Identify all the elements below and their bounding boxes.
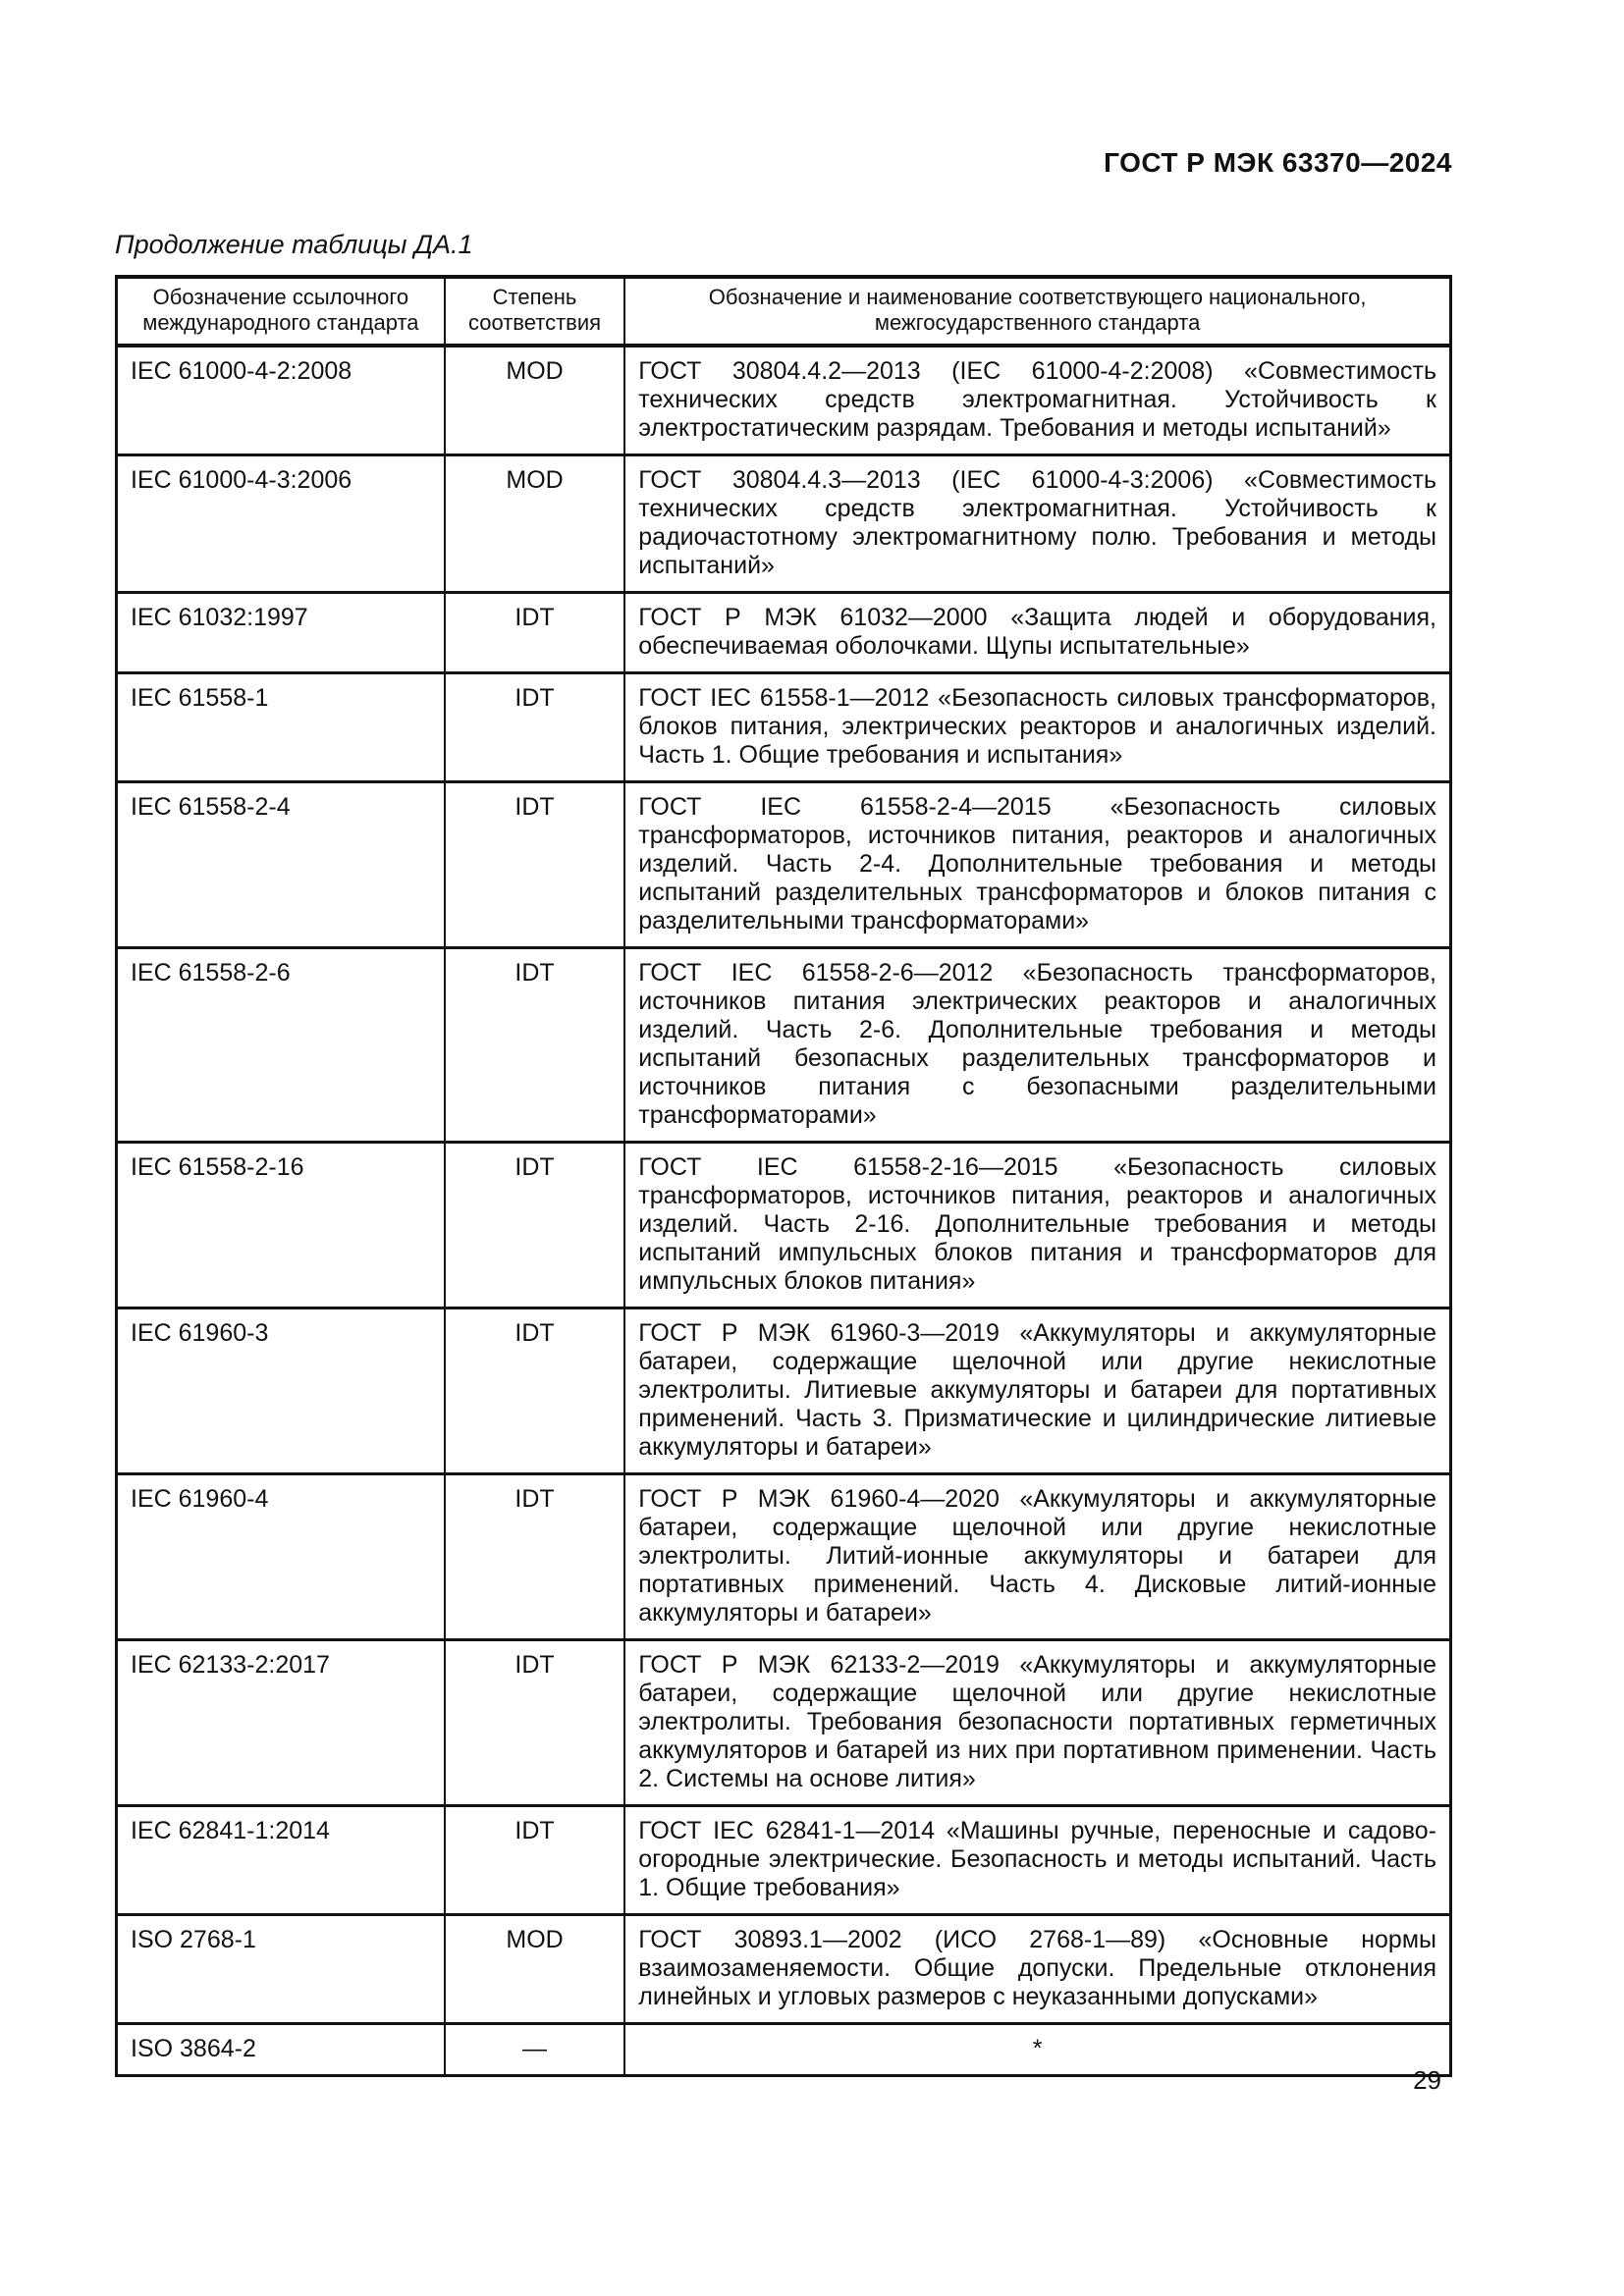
degree-of-correspondence-cell: IDT	[445, 782, 624, 948]
degree-of-correspondence-cell: —	[445, 2024, 624, 2076]
table-row	[117, 593, 1451, 673]
degree-of-correspondence-cell: IDT	[445, 1143, 624, 1308]
national-standard-cell: ГОСТ IEC 62841-1—2014 «Машины ручные, переносные и садово-огородные электрические. Безопасность и методы испытаний. Часть 1. Общие требования»	[624, 1806, 1450, 1915]
column-header-degree-of-correspondence: Степень соответствия	[445, 277, 624, 346]
table-row	[117, 1308, 1451, 1474]
table-header-row	[117, 277, 1451, 346]
national-standard-cell: ГОСТ IEC 61558-2-4—2015 «Безопасность силовых трансформаторов, источников питания, реакторов и аналогичных изделий. Часть 2-4. Дополнительные требования и методы испытаний разделительных трансформаторов и блоков питания с разделительными трансформаторами»	[624, 782, 1450, 948]
degree-of-correspondence-cell: MOD	[445, 455, 624, 593]
national-standard-cell: ГОСТ Р МЭК 61960-4—2020 «Аккумуляторы и аккумуляторные батареи, содержащие щелочной или другие некислотные электролиты. Литий-ионные аккумуляторы и батареи для портативных применений. Часть 4. Дисковые литий-ионные аккумуляторы и батареи»	[624, 1474, 1450, 1640]
reference-standard-cell: IEC 61558-2-6	[117, 948, 445, 1143]
column-header-national-standard: Обозначение и наименование соответствующего национального, межгосударственного стандарта	[624, 277, 1450, 346]
page-number: 29	[1413, 2065, 1441, 2095]
table-row	[117, 948, 1451, 1143]
reference-standard-cell: ISO 2768-1	[117, 1915, 445, 2024]
national-standard-cell: ГОСТ Р МЭК 61960-3—2019 «Аккумуляторы и аккумуляторные батареи, содержащие щелочной или другие некислотные электролиты. Литиевые аккумуляторы и батареи для портативных применений. Часть 3. Призматические и цилиндрические литиевые аккумуляторы и батареи»	[624, 1308, 1450, 1474]
degree-of-correspondence-cell: MOD	[445, 1915, 624, 2024]
table-row	[117, 455, 1451, 593]
degree-of-correspondence-cell: MOD	[445, 346, 624, 455]
reference-standard-cell: IEC 61000-4-3:2006	[117, 455, 445, 593]
national-standard-cell: ГОСТ Р МЭК 62133-2—2019 «Аккумуляторы и аккумуляторные батареи, содержащие щелочной или другие некислотные электролиты. Требования безопасности портативных герметичных аккумуляторов и батарей из них при портативном применении. Часть 2. Системы на основе лития»	[624, 1640, 1450, 1806]
table-row	[117, 346, 1451, 455]
national-standard-cell: ГОСТ IEC 61558-1—2012 «Безопасность силовых трансформаторов, блоков питания, электрических реакторов и аналогичных изделий. Часть 1. Общие требования и испытания»	[624, 673, 1450, 782]
national-standard-cell: ГОСТ 30804.4.3—2013 (IEC 61000-4-3:2006) «Совместимость технических средств электромагнитная. Устойчивость к радиочастотному электромагнитному полю. Требования и методы испытаний»	[624, 455, 1450, 593]
reference-standard-cell: IEC 61558-2-4	[117, 782, 445, 948]
column-header-reference-standard: Обозначение ссылочного международного стандарта	[117, 277, 445, 346]
reference-standard-cell: IEC 62133-2:2017	[117, 1640, 445, 1806]
standards-correspondence-table	[115, 275, 1452, 2077]
national-standard-cell: ГОСТ 30804.4.2—2013 (IEC 61000-4-2:2008) «Совместимость технических средств электромагнитная. Устойчивость к электростатическим разрядам. Требования и методы испытаний»	[624, 346, 1450, 455]
degree-of-correspondence-cell: IDT	[445, 1806, 624, 1915]
reference-standard-cell: IEC 62841-1:2014	[117, 1806, 445, 1915]
table-row	[117, 1640, 1451, 1806]
reference-standard-cell: IEC 61032:1997	[117, 593, 445, 673]
degree-of-correspondence-cell: IDT	[445, 673, 624, 782]
reference-standard-cell: ISO 3864-2	[117, 2024, 445, 2076]
table-row	[117, 1915, 1451, 2024]
table-row	[117, 1474, 1451, 1640]
reference-standard-cell: IEC 61960-4	[117, 1474, 445, 1640]
national-standard-cell: *	[624, 2024, 1450, 2076]
document-code-header: ГОСТ Р МЭК 63370—2024	[1104, 147, 1452, 178]
reference-standard-cell: IEC 61558-2-16	[117, 1143, 445, 1308]
national-standard-cell: ГОСТ IEC 61558-2-16—2015 «Безопасность силовых трансформаторов, источников питания, реакторов и аналогичных изделий. Часть 2-16. Дополнительные требования и методы испытаний импульсных блоков питания и трансформаторов для импульсных блоков питания»	[624, 1143, 1450, 1308]
table-row	[117, 782, 1451, 948]
national-standard-cell: ГОСТ IEC 61558-2-6—2012 «Безопасность трансформаторов, источников питания электрических реакторов и аналогичных изделий. Часть 2-6. Дополнительные требования и методы испытаний безопасных разделительных трансформаторов и источников питания с безопасными разделительными трансформаторами»	[624, 948, 1450, 1143]
table-row	[117, 1143, 1451, 1308]
national-standard-cell: ГОСТ Р МЭК 61032—2000 «Защита людей и оборудования, обеспечиваемая оболочками. Щупы испытательные»	[624, 593, 1450, 673]
table-row	[117, 2024, 1451, 2076]
table-row	[117, 1806, 1451, 1915]
degree-of-correspondence-cell: IDT	[445, 1474, 624, 1640]
degree-of-correspondence-cell: IDT	[445, 948, 624, 1143]
national-standard-cell: ГОСТ 30893.1—2002 (ИСО 2768-1—89) «Основные нормы взаимозаменяемости. Общие допуски. Предельные отклонения линейных и угловых размеров с неуказанными допусками»	[624, 1915, 1450, 2024]
degree-of-correspondence-cell: IDT	[445, 1640, 624, 1806]
table-row	[117, 673, 1451, 782]
degree-of-correspondence-cell: IDT	[445, 1308, 624, 1474]
reference-standard-cell: IEC 61558-1	[117, 673, 445, 782]
degree-of-correspondence-cell: IDT	[445, 593, 624, 673]
reference-standard-cell: IEC 61960-3	[117, 1308, 445, 1474]
reference-standard-cell: IEC 61000-4-2:2008	[117, 346, 445, 455]
table-continuation-caption: Продолжение таблицы ДА.1	[115, 230, 473, 259]
